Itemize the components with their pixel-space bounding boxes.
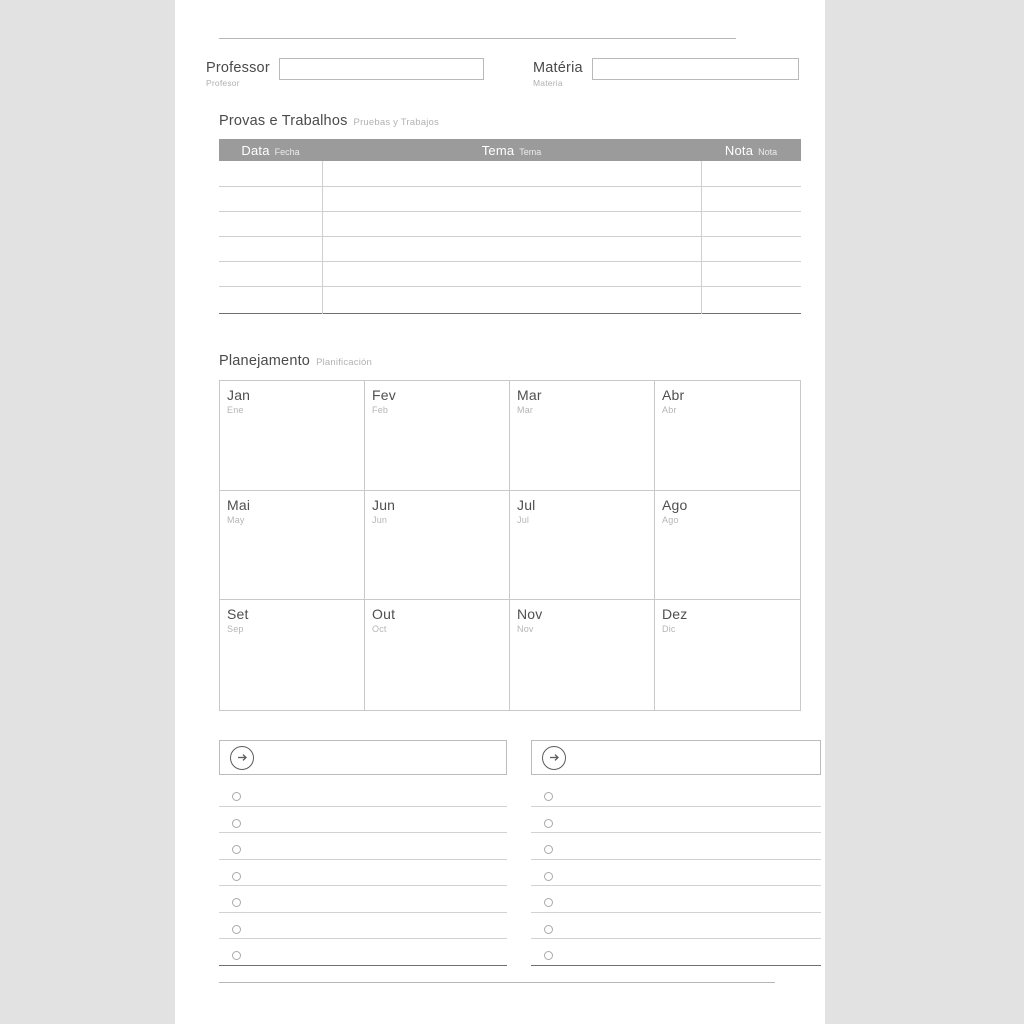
planning-title-pt: Planejamento bbox=[219, 353, 311, 369]
materia-input[interactable] bbox=[592, 58, 799, 80]
tests-table bbox=[219, 139, 801, 314]
month-cell-out[interactable] bbox=[365, 600, 510, 710]
tests-column-tema-es: Tema bbox=[519, 146, 542, 157]
month-label-pt: Jan bbox=[227, 387, 251, 403]
list-item[interactable] bbox=[219, 913, 507, 940]
list-item[interactable] bbox=[219, 939, 507, 966]
checkbox-circle-icon[interactable] bbox=[232, 872, 241, 881]
professor-label-pt: Professor bbox=[206, 60, 270, 76]
checkbox-circle-icon[interactable] bbox=[544, 898, 553, 907]
checkbox-circle-icon[interactable] bbox=[544, 951, 553, 960]
month-label-es: Sep bbox=[227, 624, 244, 635]
checkbox-circle-icon[interactable] bbox=[232, 925, 241, 934]
tests-column-data bbox=[219, 143, 322, 158]
month-label-es: Dic bbox=[662, 624, 676, 635]
month-label-es: Abr bbox=[662, 405, 677, 415]
month-cell-nov[interactable] bbox=[510, 600, 655, 710]
table-bottom-border bbox=[219, 313, 801, 314]
tests-column-nota-es: Nota bbox=[758, 146, 778, 157]
planning-title-es: Planificación bbox=[316, 357, 373, 368]
list-item[interactable] bbox=[219, 807, 507, 834]
header-field-row bbox=[200, 58, 800, 94]
professor-label-es: Profesor bbox=[206, 77, 240, 88]
month-label-pt: Dez bbox=[662, 606, 688, 623]
arrow-right-circle-icon bbox=[230, 746, 254, 770]
materia-label-pt: Matéria bbox=[533, 60, 583, 76]
month-cell-set[interactable] bbox=[220, 600, 365, 710]
table-row bbox=[219, 186, 801, 187]
tests-column-tema-pt: Tema bbox=[481, 142, 515, 158]
month-label-pt: Ago bbox=[662, 496, 688, 513]
month-label-pt: Jun bbox=[372, 496, 396, 513]
planner-page bbox=[175, 0, 825, 1024]
month-cell-jul[interactable] bbox=[510, 491, 655, 601]
tests-title-pt: Provas e Trabalhos bbox=[219, 113, 348, 129]
list-item[interactable] bbox=[531, 913, 821, 940]
checkbox-circle-icon[interactable] bbox=[232, 792, 241, 801]
month-cell-mar[interactable] bbox=[510, 381, 655, 491]
materia-label-es: Materia bbox=[533, 77, 563, 88]
table-row bbox=[219, 286, 801, 287]
tests-column-data-pt: Data bbox=[241, 142, 270, 158]
tests-title-es: Pruebas y Trabajos bbox=[353, 117, 439, 128]
tests-column-nota bbox=[701, 143, 801, 158]
tests-column-data-es: Fecha bbox=[274, 146, 300, 157]
list-item[interactable] bbox=[531, 886, 821, 913]
table-divider-data-tema bbox=[322, 161, 323, 314]
note-box-right[interactable] bbox=[531, 740, 821, 775]
month-label-pt: Out bbox=[372, 606, 396, 623]
month-cell-mai[interactable] bbox=[220, 491, 365, 601]
month-label-pt: Fev bbox=[372, 387, 396, 403]
checkbox-circle-icon[interactable] bbox=[232, 845, 241, 854]
checkbox-circle-icon[interactable] bbox=[544, 819, 553, 828]
list-item[interactable] bbox=[531, 860, 821, 887]
month-cell-ago[interactable] bbox=[655, 491, 800, 601]
month-label-es: Feb bbox=[372, 405, 389, 415]
tests-table-header bbox=[219, 139, 801, 161]
month-label-es: Mar bbox=[517, 405, 534, 415]
table-divider-tema-nota bbox=[701, 161, 702, 314]
checkbox-circle-icon[interactable] bbox=[544, 845, 553, 854]
month-label-es: Nov bbox=[517, 624, 534, 635]
list-item[interactable] bbox=[531, 780, 821, 807]
checkbox-circle-icon[interactable] bbox=[544, 925, 553, 934]
month-cell-abr[interactable] bbox=[655, 381, 800, 491]
page-content bbox=[200, 0, 800, 1024]
tests-column-nota-pt: Nota bbox=[724, 142, 754, 158]
checklist-right bbox=[531, 780, 821, 966]
tests-section-title bbox=[219, 113, 439, 129]
list-item[interactable] bbox=[219, 860, 507, 887]
list-item[interactable] bbox=[531, 807, 821, 834]
month-label-pt: Abr bbox=[662, 387, 685, 403]
top-divider bbox=[219, 38, 736, 39]
list-item[interactable] bbox=[531, 833, 821, 860]
month-label-pt: Jul bbox=[517, 496, 536, 513]
month-label-pt: Mai bbox=[227, 496, 251, 513]
arrow-right-circle-icon bbox=[542, 746, 566, 770]
month-cell-jan[interactable] bbox=[220, 381, 365, 491]
planning-grid bbox=[219, 380, 801, 711]
professor-input[interactable] bbox=[279, 58, 484, 80]
month-label-es: Jul bbox=[517, 514, 530, 525]
month-label-pt: Nov bbox=[517, 606, 543, 623]
checkbox-circle-icon[interactable] bbox=[232, 951, 241, 960]
month-label-es: Oct bbox=[372, 624, 387, 635]
list-item[interactable] bbox=[531, 939, 821, 966]
tests-column-tema bbox=[322, 143, 701, 158]
month-label-pt: Mar bbox=[517, 387, 542, 403]
list-item[interactable] bbox=[219, 886, 507, 913]
month-label-pt: Set bbox=[227, 606, 249, 623]
month-cell-jun[interactable] bbox=[365, 491, 510, 601]
checkbox-circle-icon[interactable] bbox=[232, 819, 241, 828]
month-label-es: Ene bbox=[227, 405, 244, 415]
table-row bbox=[219, 236, 801, 237]
list-item[interactable] bbox=[219, 833, 507, 860]
checkbox-circle-icon[interactable] bbox=[544, 792, 553, 801]
table-row bbox=[219, 261, 801, 262]
month-label-es: Ago bbox=[662, 514, 679, 525]
professor-label bbox=[206, 58, 270, 87]
checkbox-circle-icon[interactable] bbox=[232, 898, 241, 907]
planning-section-title bbox=[219, 353, 372, 369]
table-row bbox=[219, 211, 801, 212]
materia-label bbox=[533, 58, 583, 87]
bottom-divider bbox=[219, 982, 775, 983]
checkbox-circle-icon[interactable] bbox=[544, 872, 553, 881]
month-cell-fev[interactable] bbox=[365, 381, 510, 491]
month-cell-dez[interactable] bbox=[655, 600, 800, 710]
month-label-es: Jun bbox=[372, 514, 388, 525]
tests-table-body[interactable] bbox=[219, 161, 801, 314]
note-box-left[interactable] bbox=[219, 740, 507, 775]
list-item[interactable] bbox=[219, 780, 507, 807]
materia-field bbox=[533, 58, 799, 87]
checklist-left bbox=[219, 780, 507, 966]
professor-field bbox=[206, 58, 484, 87]
month-label-es: May bbox=[227, 514, 245, 525]
